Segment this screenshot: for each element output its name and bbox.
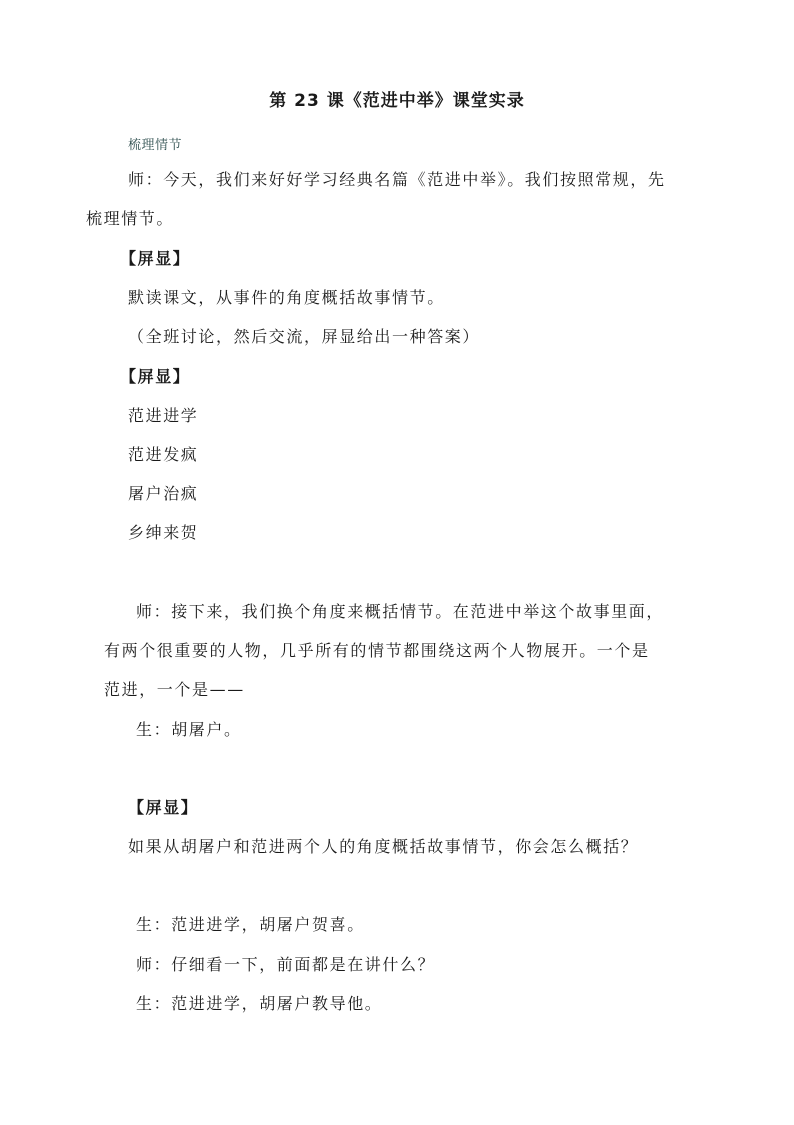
paragraph-line: 有两个很重要的人物，几乎所有的情节都围绕这两个人物展开。一个是 — [104, 641, 650, 660]
paragraph-line: 生：范进进学，胡屠户贺喜。 — [136, 915, 365, 934]
paragraph-line: （全班讨论，然后交流，屏显给出一种答案） — [128, 327, 481, 346]
paragraph-line: 师：仔细看一下，前面都是在讲什么？ — [136, 955, 436, 974]
paragraph-line: 生：胡屠户。 — [136, 720, 242, 739]
paragraph-line: 梳理情节。 — [86, 209, 175, 228]
paragraph-line: 如果从胡屠户和范进两个人的角度概括故事情节，你会怎么概括？ — [128, 837, 639, 856]
screen-display-label: 【屏显】 — [120, 249, 191, 268]
paragraph-line: 师：接下来，我们换个角度来概括情节。在范进中举这个故事里面， — [136, 602, 665, 621]
paragraph-line: 默读课文，从事件的角度概括故事情节。 — [128, 288, 445, 307]
paragraph-line: 生：范进进学，胡屠户教导他。 — [136, 994, 383, 1013]
paragraph-line: 范进，一个是—— — [104, 680, 245, 699]
list-item: 范进发疯 — [128, 445, 199, 464]
list-item: 范进进学 — [128, 406, 199, 425]
paragraph-line: 师：今天，我们来好好学习经典名篇《范进中举》。我们按照常规，先 — [128, 170, 666, 189]
screen-display-label: 【屏显】 — [120, 367, 191, 386]
list-item: 屠户治疯 — [128, 484, 199, 503]
section-heading: 梳理情节 — [128, 138, 183, 153]
list-item: 乡绅来贺 — [128, 523, 199, 542]
document-title: 第 23 课《范进中举》课堂实录 — [269, 91, 525, 111]
screen-display-label: 【屏显】 — [128, 798, 199, 817]
